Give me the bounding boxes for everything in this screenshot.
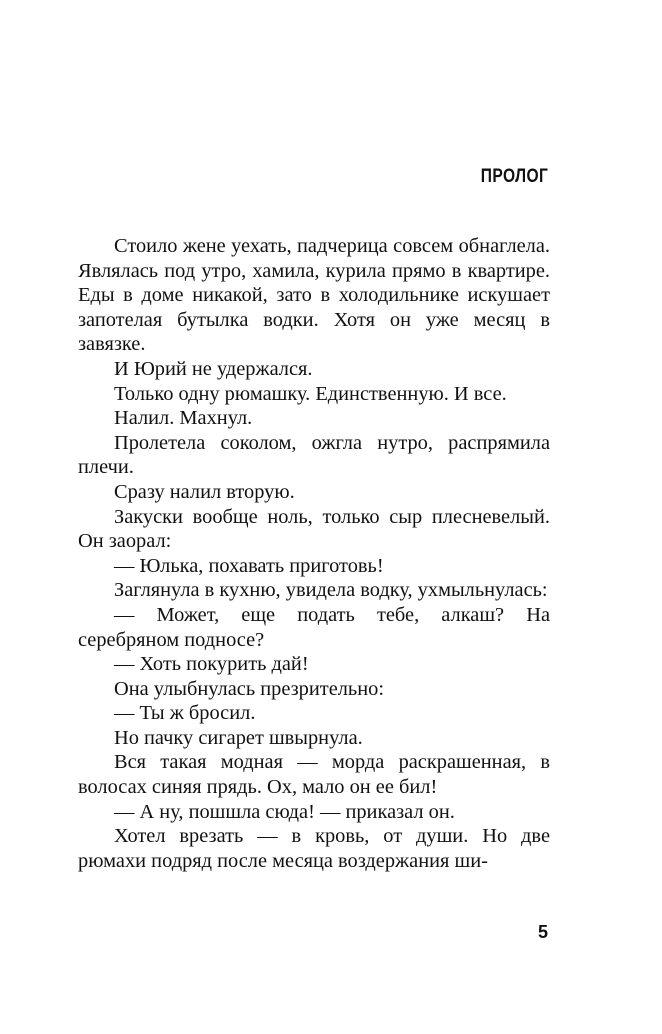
chapter-title: ПРОЛОГ [480,166,548,187]
paragraph: — Может, еще подать тебе, алкаш? На серебряном подносе? [78,603,550,651]
paragraph: — Юлька, похавать приготовь! [114,554,384,577]
page-number: 5 [537,922,548,942]
paragraph: Закуски вообще ноль, только сыр плесневелый. Он заорал: [78,505,550,553]
paragraph: Стоило жене уехать, падчерица совсем обнаглела. Являлась под утро, хамила, курила прямо в квартире. Еды в доме никакой, зато в холодильнике искушает запотелая бутылка водки. Хотя он уже месяц в завязке. [78,235,550,356]
paragraph: Но пачку сигарет швырнула. [114,726,363,749]
paragraph: Сразу налил вторую. [114,480,295,503]
paragraph: Только одну рюмашку. Единственную. И все. [114,382,507,405]
body-text [78,234,550,873]
paragraph: — Хоть покурить дай! [114,653,309,676]
paragraph: Хотел врезать — в кровь, от души. Но две рюмахи подряд после месяца воздержания ши- [78,825,550,872]
paragraph: Налил. Махнул. [114,407,253,430]
paragraph: — А ну, пошшла сюда! — приказал он. [114,800,455,823]
paragraph: Пролетела соколом, ожгла нутро, распрямила плечи. [78,431,550,479]
paragraph: Она улыбнулась презрительно: [114,677,384,700]
paragraph: — Ты ж бросил. [114,702,256,725]
paragraph: И Юрий не удержался. [114,357,313,380]
paragraph: Вся такая модная — морда раскрашенная, в волосах синяя прядь. Ох, мало он ее бил! [78,751,550,799]
paragraph: Заглянула в кухню, увидела водку, ухмыльнулась: [114,579,548,602]
